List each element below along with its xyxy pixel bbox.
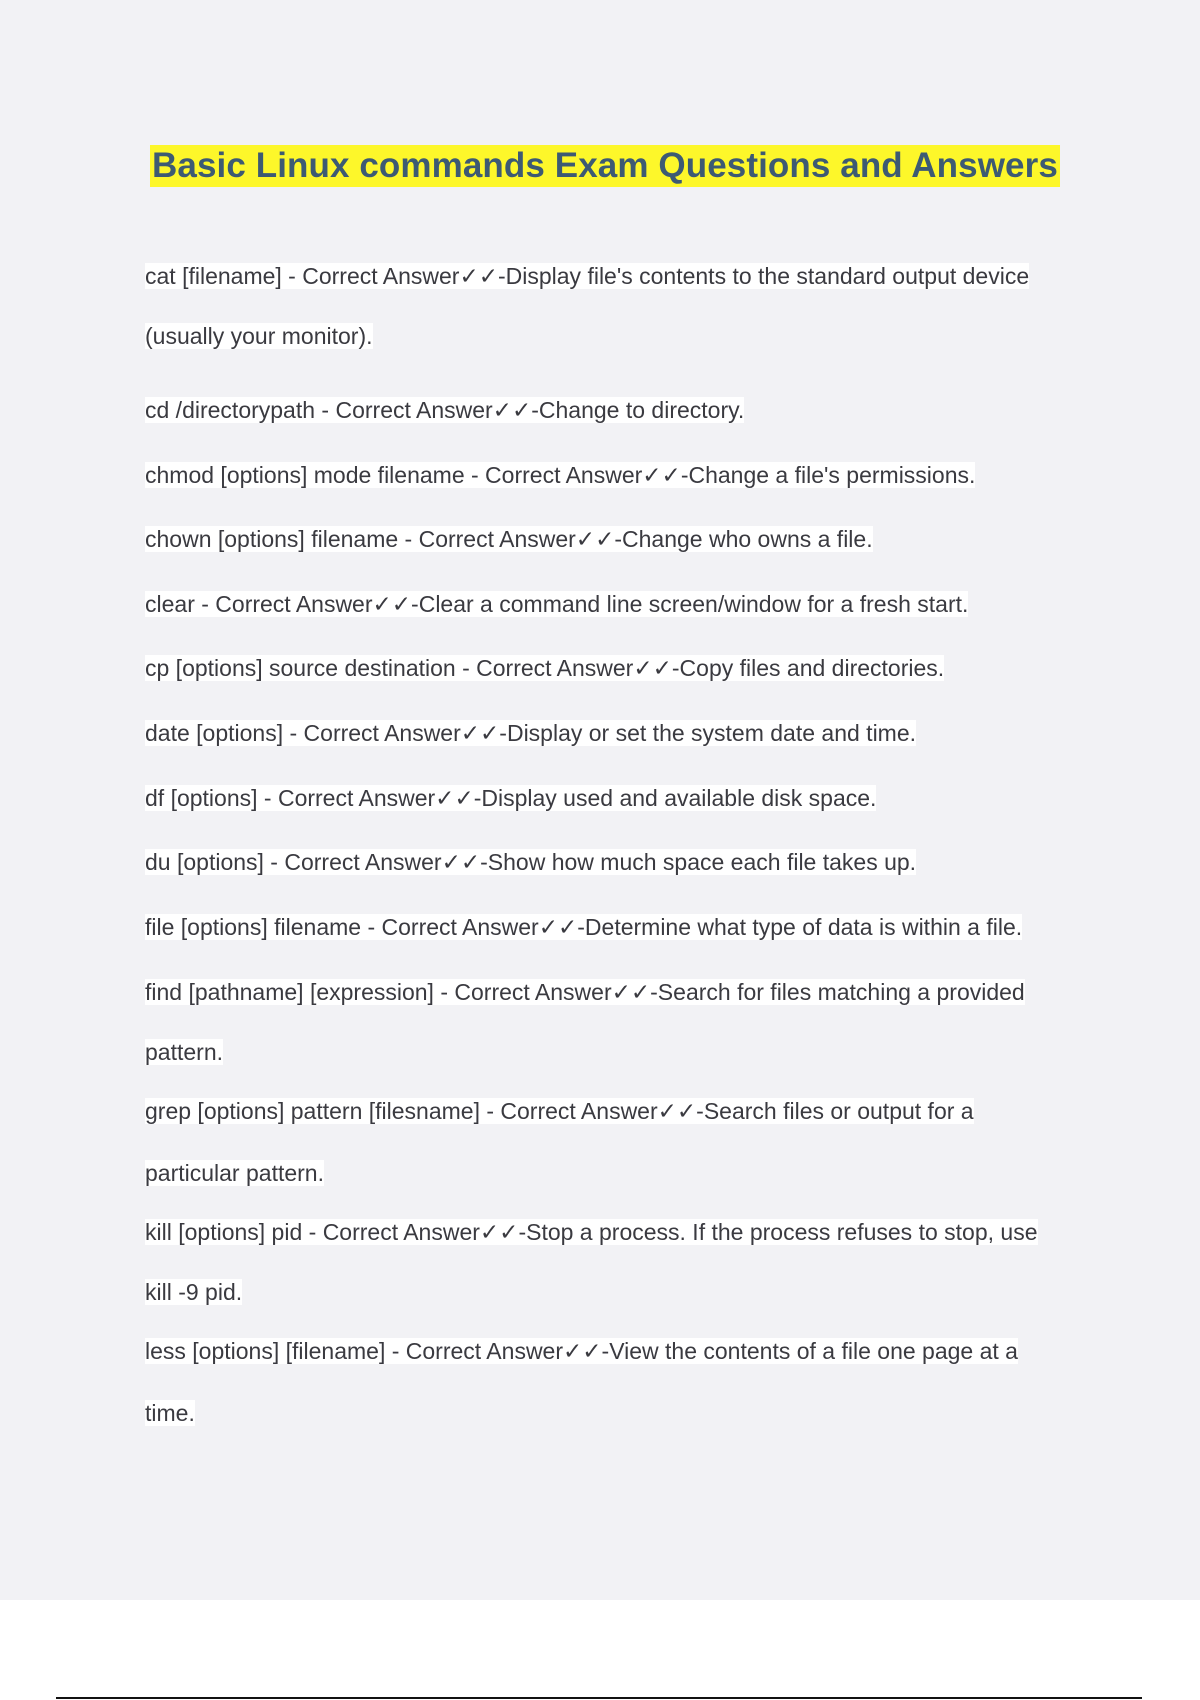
qa-line-text: clear - Correct Answer✓✓-Clear a command line screen/window for a fresh start. [145, 591, 969, 617]
qa-line-text: less [options] [filename] - Correct Answer✓✓-View the contents of a file one page at a [145, 1338, 1018, 1364]
qa-line-text: cd /directorypath - Correct Answer✓✓-Change to directory. [145, 397, 745, 423]
qa-line [145, 784, 876, 812]
qa-line-text: (usually your monitor). [145, 323, 373, 349]
qa-line-text: pattern. [145, 1039, 223, 1065]
qa-line-text: kill [options] pid - Correct Answer✓✓-Stop a process. If the process refuses to stop, use [145, 1219, 1038, 1245]
qa-line-text: kill -9 pid. [145, 1279, 243, 1305]
qa-line-text: date [options] - Correct Answer✓✓-Display or set the system date and time. [145, 720, 917, 746]
qa-line-text: time. [145, 1400, 195, 1426]
qa-line [145, 913, 1022, 941]
qa-line-text: grep [options] pattern [filesname] - Correct Answer✓✓-Search files or output for a [145, 1098, 974, 1124]
qa-line-text: file [options] filename - Correct Answer✓✓-Determine what type of data is within a file. [145, 914, 1023, 940]
qa-line [145, 1159, 324, 1187]
qa-line [145, 978, 1025, 1006]
qa-line [145, 719, 916, 747]
qa-line [145, 848, 916, 876]
document-title: Basic Linux commands Exam Questions and Answers [152, 146, 1058, 185]
qa-line-text: cp [options] source destination - Correct Answer✓✓-Copy files and directories. [145, 655, 945, 681]
qa-line [145, 590, 968, 618]
qa-line-text: find [pathname] [expression] - Correct Answer✓✓-Search for files matching a provided [145, 979, 1025, 1005]
qa-line [145, 262, 1029, 290]
qa-line-text: chown [options] filename - Correct Answer✓✓-Change who owns a file. [145, 526, 873, 552]
footer-rule [56, 1697, 1142, 1699]
qa-line-text: cat [filename] - Correct Answer✓✓-Display file's contents to the standard output device [145, 263, 1030, 289]
qa-line [145, 1337, 1018, 1365]
qa-line [145, 461, 975, 489]
qa-line [145, 525, 873, 553]
qa-line-text: particular pattern. [145, 1160, 324, 1186]
qa-line [145, 1038, 223, 1066]
qa-line [145, 1278, 242, 1306]
qa-line [145, 1399, 195, 1427]
qa-line-text: df [options] - Correct Answer✓✓-Display used and available disk space. [145, 785, 877, 811]
qa-line [145, 654, 944, 682]
qa-line [145, 1218, 1038, 1246]
qa-line [145, 396, 744, 424]
qa-line [145, 1097, 974, 1125]
qa-line [145, 322, 373, 350]
qa-line-text: chmod [options] mode filename - Correct Answer✓✓-Change a file's permissions. [145, 462, 976, 488]
qa-line-text: du [options] - Correct Answer✓✓-Show how much space each file takes up. [145, 849, 917, 875]
